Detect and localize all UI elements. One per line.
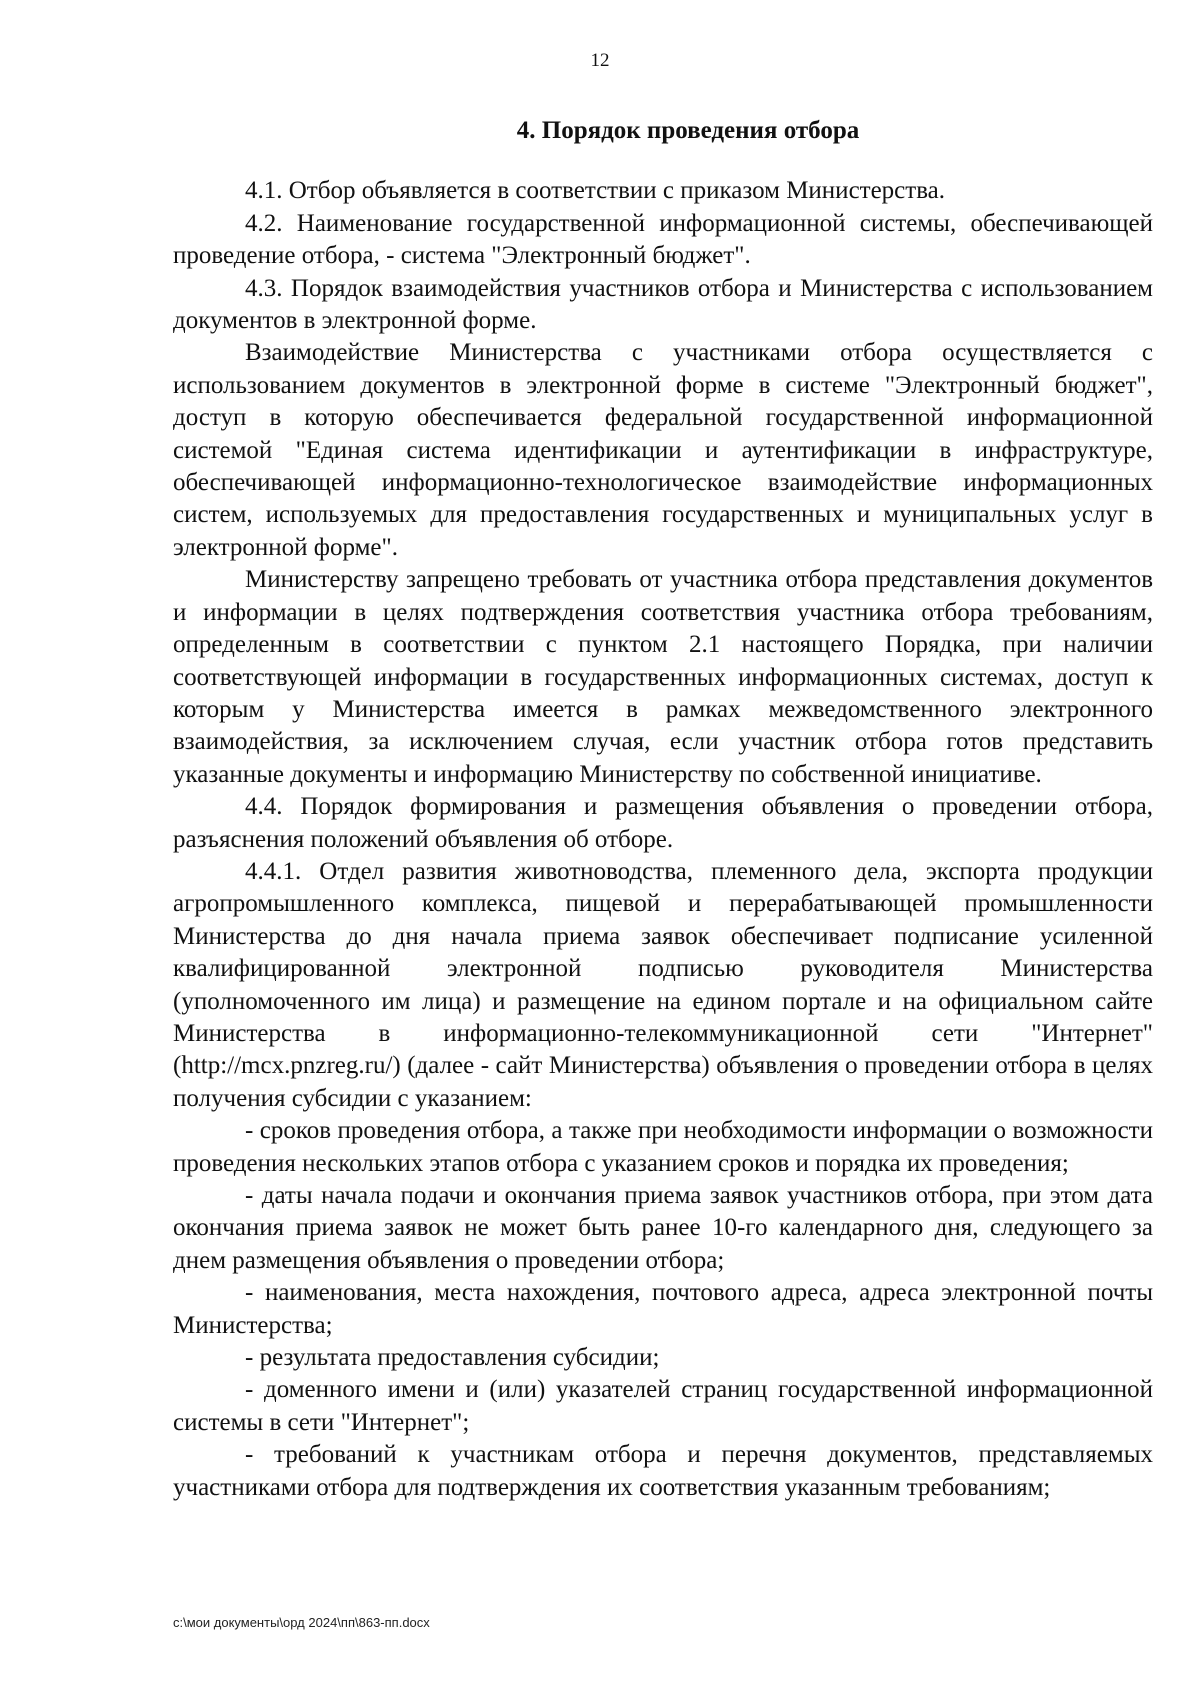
- list-item-name-address: - наименования, места нахождения, почтового адреса, адреса электронной почты Министерства;: [173, 1279, 1153, 1339]
- document-body: [173, 115, 1153, 1504]
- list-item-requirements: - требований к участникам отбора и перечня документов, представляемых участниками отбора для подтверждения их соответствия указанным требованиям;: [173, 1441, 1153, 1501]
- list-item-domain: - доменного имени и (или) указателей страниц государственной информационной системы в сети "Интернет";: [173, 1376, 1153, 1436]
- list-item-terms: - сроков проведения отбора, а также при необходимости информации о возможности проведения нескольких этапов отбора с указанием сроков и порядка их проведения;: [173, 1117, 1153, 1177]
- list-item-result: - результата предоставления субсидии;: [245, 1344, 660, 1372]
- list-item-dates: - даты начала подачи и окончания приема заявок участников отбора, при этом дата окончания приема заявок не может быть ранее 10-го календарного дня, следующего за днем размещения объявления о проведении отбора;: [173, 1182, 1153, 1274]
- paragraph-interaction: Взаимодействие Министерства с участниками отбора осуществляется с использованием документов в электронной форме в системе "Электронный бюджет", доступ в которую обеспечивается федеральной государственной информационной системой "Единая система идентификации и аутентификации в инфраструктуре, обеспечивающей информационно-технологическое взаимодействие информационных систем, используемых для предоставления государственных и муниципальных услуг в электронной форме".: [173, 339, 1153, 561]
- paragraph-prohibition: Министерству запрещено требовать от участника отбора представления документов и информации в целях подтверждения соответствия участника отбора требованиям, определенным в соответствии с пунктом 2.1 настоящего Порядка, при наличии соответствующей информации в государственных информационных системах, доступ к которым у Министерства имеется в рамках межведомственного электронного взаимодействия, за исключением случая, если участник отбора готов представить указанные документы и информацию Министерству по собственной инициативе.: [173, 566, 1153, 788]
- paragraph-4-2: 4.2. Наименование государственной информационной системы, обеспечивающей проведение отбора, - система "Электронный бюджет".: [173, 209, 1153, 270]
- section-heading: 4. Порядок проведения отбора: [516, 117, 860, 144]
- file-path-footer: c:\мои документы\орд 2024\пп\863-пп.docx: [173, 1615, 430, 1630]
- paragraph-4-1: 4.1. Отбор объявляется в соответствии с приказом Министерства.: [245, 177, 946, 205]
- paragraph-4-4-1: 4.4.1. Отдел развития животноводства, племенного дела, экспорта продукции агропромышленного комплекса, пищевой и перерабатывающей промышленности Министерства до дня начала приема заявок обеспечивает подписание усиленной квалифицированной электронной подписью руководителя Министерства (уполномоченного им лица) и размещение на едином портале и на официальном сайте Министерства в информационно-телекоммуникационной сети "Интернет" (http://mcx.pnzreg.ru/) (далее - сайт Министерства) объявления о проведении отбора в целях получения субсидии с указанием:: [173, 857, 1153, 1112]
- page-number: 12: [590, 50, 610, 71]
- paragraph-4-3: 4.3. Порядок взаимодействия участников отбора и Министерства с использованием документов в электронной форме.: [173, 274, 1153, 335]
- paragraph-4-4: 4.4. Порядок формирования и размещения объявления о проведении отбора, разъяснения положений объявления об отборе.: [173, 793, 1153, 853]
